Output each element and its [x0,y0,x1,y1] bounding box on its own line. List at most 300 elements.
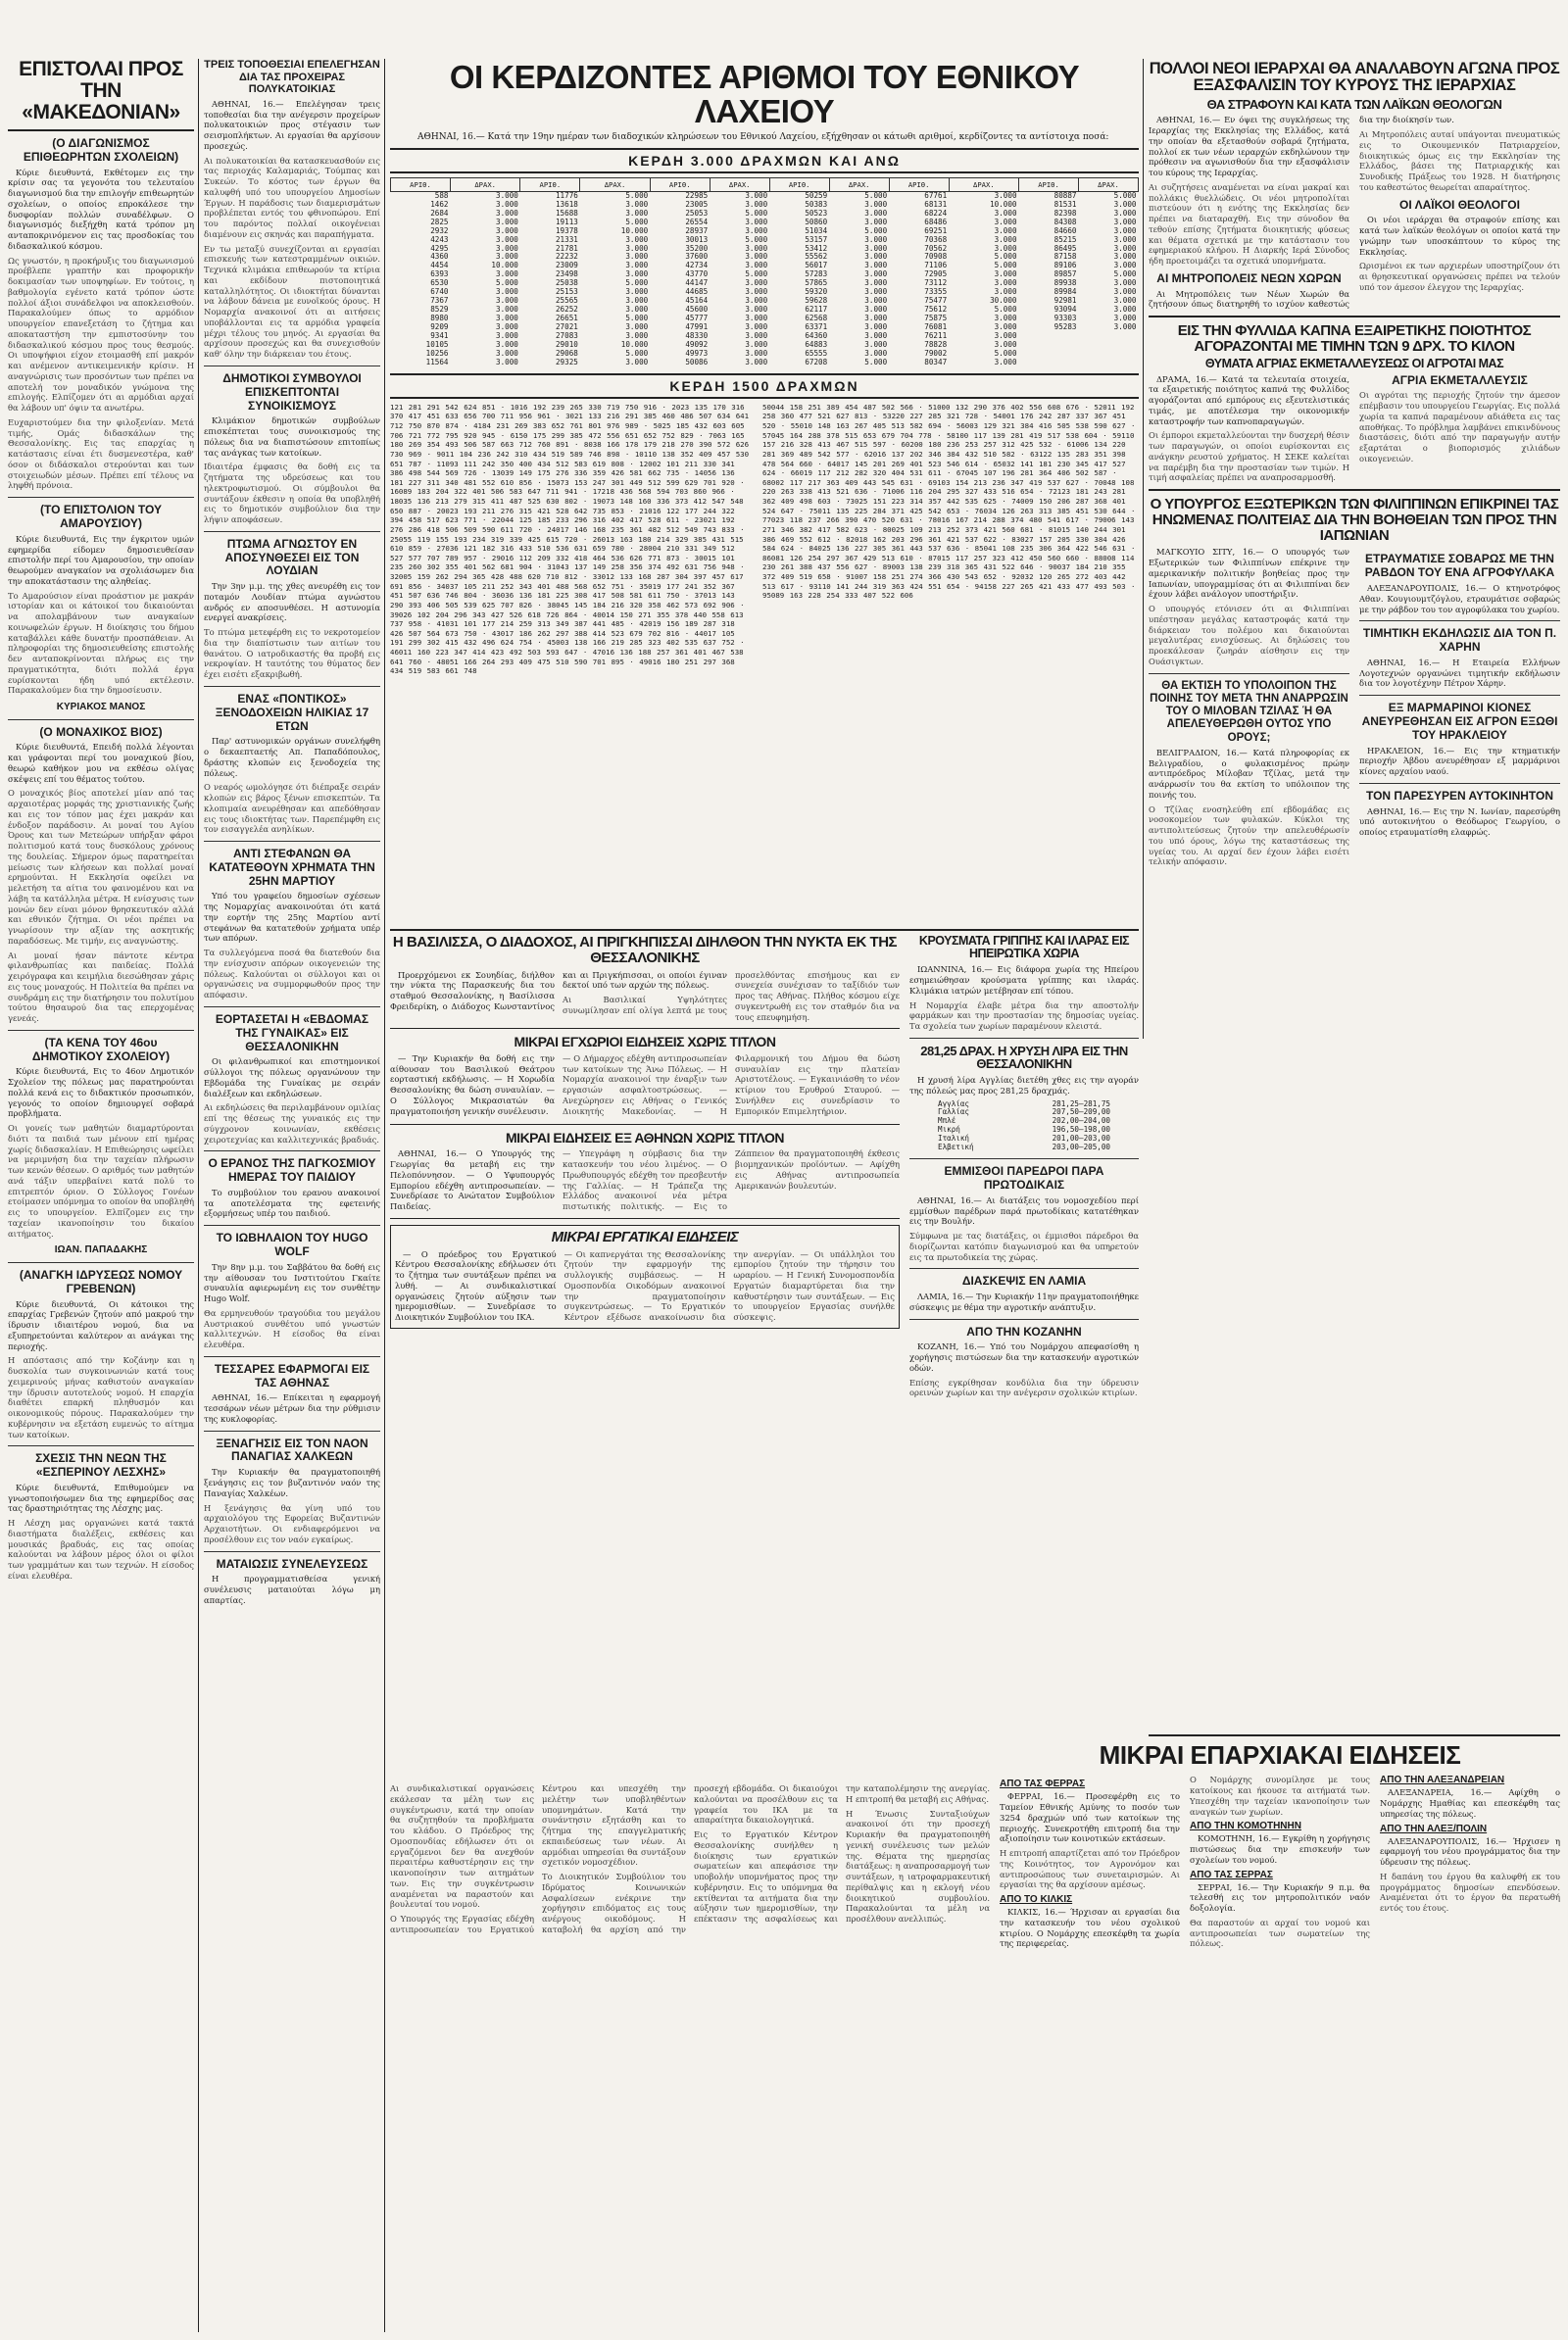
hierarchy-subheadline: ΘΑ ΣΤΡΑΦΟΥΝ ΚΑΙ ΚΑΤΑ ΤΩΝ ΛΑΪΚΩΝ ΘΕΟΛΟΓΩΝ [1206,96,1502,112]
prize-amount: 3.000 [1113,252,1137,262]
news-text: Η Νομαρχία έλαβε μέτρα δια την αποστολήν φαρμάκων και την προστασίαν της δημοσίας υγείας. Τα σχολεία των χωρίων παραμένουν κλειστά. [909,999,1139,1031]
labor-news-headline: ΜΙΚΡΑΙ ΕΡΓΑΤΙΚΑΙ ΕΙΔΗΣΕΙΣ [551,1228,739,1245]
prize-amount: 3.000 [496,243,518,253]
prize-amount: 10.000 [990,199,1017,209]
news-headline: ΤΡΕΙΣ ΤΟΠΟΘΕΣΙΑΙ ΕΠΕΛΕΓΗΣΑΝ ΔΙΑ ΤΑΣ ΠΡΟΧΕΙΡΑΣ ΠΟΛΥΚΑΤΟΙΚΙΑΣ [204,59,380,96]
prize-amount: 3.000 [1113,243,1137,253]
ticket-number: 80347 [924,357,948,366]
prize-amount: 3.000 [625,331,649,341]
table-row [391,359,1139,367]
prize-amount: 3.000 [496,225,518,235]
lottery-band-1500: ΚΕΡΔΗ 1500 ΔΡΑΧΜΩΝ [390,373,1139,399]
prize-amount: 3.000 [625,305,649,315]
news-text: Ωρισμένοι εκ των αρχιερέων υποστηρίζουν ότι αι θρησκευτικαί οργανώσεις πρέπει να τελούν υπό τον άμεσον έλεγχον της Ιεραρχίας. [1359,261,1560,292]
ticket-number: 6393 [430,269,449,279]
prize-amount: 3.000 [496,340,518,349]
col-num-header: ΑΡΙΘ. [520,177,580,191]
ticket-number: 75612 [924,305,948,315]
prize-amount: 3.000 [496,190,518,200]
divider [1359,695,1560,696]
middle-bottom-area [390,1783,990,2332]
prize-amount: 3.000 [864,331,888,341]
prize-amount: 3.000 [625,357,649,366]
prize-amount: 5.000 [994,348,1017,358]
region-subhead: ΑΠΟ ΤΗΝ ΑΛΕΞ/ΠΟΛΙΝ [1380,1823,1488,1834]
prize-amount: 3.000 [496,314,518,323]
prize-amount: 3.000 [496,269,518,279]
news-body: ΑΛΕΞΑΝΔΡΟΥΠΟΛΙΣ, 16.— Ο κτηνοτρόφος Αθαν. Κουγιουμτζόγλου, ετραυμάτισε σοβαρώς με την ράβδον του τον αγροφύλακα του χωρίου. [1359,583,1560,614]
ticket-number: 27021 [555,322,578,332]
ticket-number: 62117 [805,305,828,315]
news-text: Αι πολυκατοικίαι θα κατασκευασθούν εις τας περιοχάς Καλαμαριάς, Τούμπας και Συκεών. Το κόστος των έργων θα καλυφθή υπό του υπουργείου Δημοσίων Έργων. Η παράδοσις των διαμερισμάτων προβλέπεται εντός του φθινοπώρου. Επί του παρόντος πολλαί οικογένειαι διαμένουν εις σκηνάς και παραπήγματα. [204,155,380,239]
prize-amount: 3.000 [864,305,888,315]
prize-amount: 3.000 [994,243,1017,253]
prize-amount: 10.000 [491,261,518,270]
prize-amount: 3.000 [1113,234,1137,244]
currency-name: Αγγλίας [938,1098,970,1108]
ticket-number: 4454 [430,261,449,270]
section-rule [1149,489,1560,491]
col-dr-header: ΔΡΑΧ. [829,177,889,191]
news-body: ΗΡΑΚΛΕΙΟΝ, 16.— Εις την κτηματικήν περιοχήν Άβδου ανευρέθησαν εξ μαρμάρινοι κίονες αρχαίου ναού. [1359,745,1560,777]
prize-amount: 3.000 [496,296,518,306]
news-text: Αι συζητήσεις αναμένεται να είναι μακραί και πολλάκις θυελλώδεις. Οι νέοι μητροπολίται πιστεύουν ότι η ενότης της Εκκλησίας δεν πρέπει να διαταραχθή. Εις την σύνοδον θα τεθούν επίσης ζητήματα διοικητικής φύσεως και θέματα σχετικά με την κατάστασιν του εφημεριακού κλήρου. Η Διαρκής Ιερά Σύνοδος ήδη προετοιμάζει τα σχετικά υπομνήματα. [1149,181,1349,267]
ticket-number: 56017 [805,261,828,270]
ticket-number: 9209 [430,322,449,332]
prize-amount: 3.000 [745,261,768,270]
news-body: ΙΩΑΝΝΙΝΑ, 16.— Εις διάφορα χωρία της Ηπείρου εσημειώθησαν κρούσματα γρίππης και ιλαράς. Κλιμάκια ιατρών μετέβησαν επί τόπου. [909,964,1139,996]
letter-body: Κύριε διευθυντά, Εκθέτομεν εις την κρίσιν σας τα γεγονότα του τελευταίου διαγωνισμού δια την επιλογήν επιθεωρητών σχολείων, ο οποίος επροκάλεσε την δυσφορίαν πολλών συναδέλφων. Ο διαγωνισμός διεξήχθη κατά τρόπον μη ανταποκρινόμενον εις τας προσδοκίας του διδασκαλικού κόσμου. [8,167,194,251]
ticket-number: 25565 [555,296,578,306]
prize-amount: 5.000 [994,305,1017,315]
prize-amount: 5.000 [864,190,888,200]
letter-subhead: (ΤΟ ΕΠΙΣΤΟΛΙΟΝ ΤΟΥ ΑΜΑΡΟΥΣΙΟΥ) [40,503,162,531]
ticket-number: 26554 [685,217,709,226]
ticket-number: 84660 [1054,225,1077,235]
prize-amount: 3.000 [864,287,888,297]
ticket-number: 93303 [1054,314,1077,323]
news-headline: ΤΙΜΗΤΙΚΗ ΕΚΔΗΛΩΣΙΣ ΔΙΑ ΤΟΝ Π. ΧΑΡΗΝ [1362,626,1557,655]
ticket-number: 8980 [430,314,449,323]
letter-body: Κύριε διευθυντά, Εις την έγκριτον υμών εφημερίδα είδομεν δημοσιευθείσαν επιστολήν περί του Αμαρουσίου, την οποίαν θεωρούμεν αναγκαίον να σχολιάσωμεν δια την αποκατάστασιν της αληθείας. [8,533,194,586]
news-text: Ο υπουργός ετόνισεν ότι αι Φιλιππίναι υπέστησαν μεγάλας καταστροφάς κατά την διάρκειαν του πολέμου και δικαιούνται μεγαλυτέρας ενισχύσεως. Αι δηλώσεις του προεκάλεσαν ζωηράν αίσθησιν εις την Ουάσιγκτων. [1149,604,1349,666]
ticket-number: 57283 [805,269,828,279]
prize-amount: 3.000 [864,217,888,226]
prize-amount: 3.000 [745,357,768,366]
divider [204,1551,380,1552]
news-body: — Την Κυριακήν θα δοθή εις την αίθουσαν του Βασιλικού Θεάτρου εορταστική εκδήλωσις. — Η Χορωδία Θεσσαλονίκης θα δώση συναυλίαν. — Ο Σύλλογος Μικρασιατών θα πραγματοποιήση γενικήν συνέλευσιν. [390,1052,555,1116]
divider [204,1356,380,1357]
tobacco-subheadline: ΘΥΜΑΤΑ ΑΓΡΙΑΣ ΕΚΜΕΤΑΛΛΕΥΣΕΩΣ ΟΙ ΑΓΡΟΤΑΙ ΜΑΣ [1204,356,1504,370]
ticket-number: 50860 [805,217,828,226]
prize-amount: 5.000 [745,208,768,218]
prize-amount: 3.000 [745,296,768,306]
prize-amount: 3.000 [1113,296,1137,306]
ticket-number: 68131 [924,199,948,209]
ticket-number: 89938 [1054,278,1077,288]
news-headline: ΔΙΑΣΚΕΨΙΣ ΕΝ ΛΑΜΙΑ [961,1274,1087,1289]
ticket-number: 78828 [924,340,948,349]
ticket-number: 82398 [1054,208,1077,218]
royal-headline: Η ΒΑΣΙΛΙΣΣΑ, Ο ΔΙΑΔΟΧΟΣ, ΑΙ ΠΡΙΓΚΗΠΙΣΣΑΙ ΔΙΗΛΘΟΝ ΤΗΝ ΝΥΚΤΑ ΕΚ ΤΗΣ ΘΕΣΣΑΛΟΝΙΚΗΣ [392,935,898,966]
news-headline: ΕΞ ΜΑΡΜΑΡΙΝΟΙ ΚΙΟΝΕΣ ΑΝΕΥΡΕΘΗΣΑΝ ΕΙΣ ΑΓΡΟΝ ΕΞΩΘΙ ΤΟΥ ΗΡΑΚΛΕΙΟΥ [1361,701,1558,742]
news-body: ΜΑΓΚΟΥΙΟ ΣΙΤΥ, 16.— Ο υπουργός των Εξωτερικών των Φιλιππίνων επέκρινε την αμερικανικήν πολιτικήν βοηθείας προς την Ιαπωνίαν, υπογραμμίσας ότι αι Φιλιππίναι δεν έχουν λάβει ανάλογον υποστήριξιν. [1149,547,1349,600]
ticket-number: 44685 [685,287,709,297]
divider [8,1445,194,1446]
gold-sovereign-headline: 281,25 ΔΡΑΧ. Η ΧΡΥΣΗ ΛΙΡΑ ΕΙΣ ΤΗΝ ΘΕΣΣΑΛΟΝΙΚΗΝ [920,1043,1128,1072]
ticket-number: 87158 [1054,252,1077,262]
prize-amount: 3.000 [864,278,888,288]
column-rule [384,59,385,2332]
news-text: Θα ερμηνευθούν τραγούδια του μεγάλου Αυστριακού συνθέτου υπό γνωστών καλλιτεχνών. Η είσοδος θα είναι ελευθέρα. [204,1307,380,1350]
ticket-number: 81531 [1054,199,1077,209]
prize-amount: 5.000 [994,261,1017,270]
prize-amount: 3.000 [496,287,518,297]
ticket-number: 63371 [805,322,828,332]
prize-amount: 3.000 [864,234,888,244]
ticket-number: 73355 [924,287,948,297]
prize-amount: 3.000 [864,243,888,253]
philippines-headline: Ο ΥΠΟΥΡΓΟΣ ΕΞΩΤΕΡΙΚΩΝ ΤΩΝ ΦΙΛΙΠΠΙΝΩΝ ΕΠΙΚΡΙΝΕΙ ΤΑΣ ΗΝΩΜΕΝΑΣ ΠΟΛΙΤΕΙΑΣ ΔΙΑ ΤΗΝ ΒΟΗΘΕΙΑΝ ΤΩΝ ΠΡΟΣ ΤΗΝ ΙΑΠΩΝΙΑΝ [1150,496,1559,544]
prize-amount: 3.000 [496,348,518,358]
news-text: Οι αγρόται της περιοχής ζητούν την άμεσον επέμβασιν του υπουργείου Γεωργίας. Εις πολλά χωρία τα καπνά παραμένουν αδιάθετα εις τας αποθήκας. Το πρόβλημα λαμβάνει επικινδύνους διαστάσεις, διότι από την παραγωγήν αυτήν εξαρτάται ο βιοπορισμός χιλιάδων οικογενειών. [1359,390,1560,463]
ticket-number: 55562 [805,252,828,262]
ticket-number: 53412 [805,243,828,253]
prize-amount: 5.000 [625,348,649,358]
winning-numbers-list: 50044 158 251 389 454 487 502 566 · 51000 132 290 376 402 556 608 676 · 52011 192 258 360 477 521 627 813 · 53220 227 285 321 728 · 54001 176 242 287 337 367 451 520 · 55010 148 163 267 405 513 582 694 · 56003 129 321 384 416 505 538 590 627 · 57045 164 288 378 515 653 679 704 778 · 58100 117 139 281 419 517 538 604 · 59110 157 216 328 413 467 515 597 · 60200 180 236 253 257 312 425 532 · 61006 134 220 281 369 489 542 577 · 62016 137 202 346 384 432 510 582 · 63122 135 283 351 398 478 564 660 · 64017 145 201 269 401 523 546 614 · 65032 141 181 230 345 417 527 624 · 66019 117 212 282 320 404 531 611 · 67045 107 196 281 364 406 502 587 · 68002 117 217 363 409 443 545 631 · 69103 154 213 236 347 419 537 627 · 70048 108 220 263 338 413 521 636 · 71006 116 204 295 327 433 516 654 · 72123 181 243 281 362 409 498 603 · 73025 151 223 314 357 442 535 625 · 74009 150 206 287 368 401 524 647 · 75011 135 225 284 371 425 542 653 · 76034 126 263 313 385 451 530 644 · 77023 118 237 266 390 470 520 631 · 78016 167 214 288 374 480 541 617 · 79006 143 271 346 382 417 582 623 · 80025 109 213 252 373 421 560 681 · 81015 140 244 301 386 469 552 612 · 82018 162 203 296 361 421 537 622 · 83027 157 205 330 384 426 584 624 · 84025 136 227 305 361 443 537 636 · 85041 108 235 306 364 422 546 631 · 86081 126 254 297 367 429 513 610 · 87015 117 257 323 412 450 560 660 · 88008 114 230 261 388 437 556 627 · 89003 138 239 318 365 431 522 646 · 90037 184 210 355 372 409 519 658 · 91007 158 251 274 366 430 543 652 · 92032 120 265 272 403 442 513 617 · 93110 141 244 319 363 424 551 654 · 94158 227 265 421 433 477 493 503 · 95089 163 228 254 333 407 522 606 [762,402,1136,601]
ticket-number: 25053 [685,208,709,218]
ticket-number: 26651 [555,314,578,323]
col-num-header: ΑΡΙΘ. [889,177,949,191]
news-body: Την 3ην μ.μ. της χθες ανευρέθη εις τον ποταμόν Λουδίαν πτώμα αγνώστου ανδρός εν αποσυνθέσει. Η αστυνομία ενεργεί ανακρίσεις. [204,581,380,623]
ticket-number: 11776 [555,190,578,200]
ticket-number: 75875 [924,314,948,323]
prize-amount: 3.000 [1113,261,1137,270]
divider [8,719,194,720]
prize-amount: 3.000 [745,199,768,209]
news-text: Ο Υπουργός της Εργασίας εδέχθη αντιπροσωπείαν του Εργατικού Κέντρου και υπεσχέθη την μελέτην των υποβληθέντων υπομνημάτων. Κατά την συνάντησιν εξητάσθη και το ζήτημα της επαγγελματικής εκπαιδεύσεως των νέων. Αι αρμόδιαι υπηρεσίαι θα συντάξουν σχετικόν νομοσχέδιον. [390,1783,686,1934]
ticket-number: 93094 [1054,305,1077,315]
letter-subhead: (Ο ΔΙΑΓΩΝΙΣΜΟΣ ΕΠΙΘΕΩΡΗΤΩΝ ΣΧΟΛΕΙΩΝ) [23,136,179,164]
local-news-headline: ΜΙΚΡΑΙ ΕΓΧΩΡΙΟΙ ΕΙΔΗΣΕΙΣ ΧΩΡΙΣ ΤΙΤΛΟΝ [514,1034,776,1050]
letter-subhead: ΣΧΕΣΙΣ ΤΗΝ ΝΕΩΝ ΤΗΣ «ΕΣΠΕΡΙΝΟΥ ΛΕΣΧΗΣ» [35,1451,167,1480]
prize-amount: 5.000 [745,234,768,244]
ticket-number: 53157 [805,234,828,244]
prize-amount: 10.000 [620,340,649,349]
prize-amount: 3.000 [745,252,768,262]
prize-amount: 3.000 [994,234,1017,244]
divider [8,497,194,498]
ticket-number: 48330 [685,331,709,341]
ticket-number: 13618 [555,199,578,209]
ticket-number: 29010 [555,340,578,349]
ticket-number: 2825 [430,217,449,226]
news-headline: ΠΤΩΜΑ ΑΓΝΩΣΤΟΥ ΕΝ ΑΠΟΣΥΝΘΕΣΕΙ ΕΙΣ ΤΟΝ ΛΟΥΔΙΑΝ [224,536,360,578]
news-body: Υπό του γραφείου δημοσίων σχέσεων της Νομαρχίας ανακοινούται ότι κατά την εορτήν της 25ης Μαρτίου αντί στεφάνων θα κατατεθούν χρήματα υπέρ των απόρων. [204,891,380,944]
letter-text: Η απόστασις από την Κοζάνην και η δυσκολία των συγκοινωνιών κατά τους χειμερινούς μήνας καθιστούν αναγκαίαν την ίδρυσιν αυτοτελούς νομού. Η επαρχία διαθέτει επαρκή πληθυσμόν και οικονομικούς πόρους. Παρακαλούμεν την κυβέρνησιν να εξετάση ευμενώς το αίτημα των κατοίκων. [8,1355,194,1439]
ticket-number: 1462 [430,199,449,209]
news-text: Ο Νομάρχης συνομίλησε με τους κατοίκους και ήκουσε τα αιτήματά των. Υπεσχέθη την ταχείαν ικανοποίησιν των αναγκών των χωρίων. [1190,1775,1370,1817]
short-news-column [204,59,380,2332]
col-num-header: ΑΡΙΘ. [1019,177,1079,191]
news-body: Παρ' αστυνομικών οργάνων συνελήφθη ο δεκαεπταετής Απ. Παπαδόπουλος, δράστης κλοπών εις ξενοδοχεία της πόλεως. [204,736,380,778]
ticket-number: 65555 [805,348,828,358]
news-headline: ΕΝΑΣ «ΠΟΝΤΙΚΟΣ» ΞΕΝΟΔΟΧΕΙΩΝ ΗΛΙΚΙΑΣ 17 ΕΤΩΝ [215,691,369,733]
prize-amount: 3.000 [625,243,649,253]
ticket-number: 89984 [1054,287,1077,297]
provincial-headline: ΜΙΚΡΑΙ ΕΠΑΡΧΙΑΚΑΙ ΕΙΔΗΣΕΙΣ [1099,1742,1461,1770]
news-body: ΑΘΗΝΑΙ, 16.— Επίκειται η εφαρμογή τεσσάρων νέων μέτρων δια την ρύθμισιν της κυκλοφορίας. [204,1392,380,1424]
prize-amount: 3.000 [1113,225,1137,235]
news-subhead: ΑΓΡΙΑ ΕΚΜΕΤΑΛΛΕΥΣΙΣ [1392,372,1528,387]
letter-text: Αι μοναί ήσαν πάντοτε κέντρα φιλανθρωπίας και παιδείας. Πολλά χειρόγραφα και κειμήλια διεσώθησαν χάρις εις τους μοναχούς. Η Πολιτεία θα πρέπει να συνδράμη εις την διατήρησιν του πολυτίμου τούτου θησαυρού δια τας επερχομένας γενεάς. [8,950,194,1024]
prize-amount: 3.000 [994,322,1017,332]
news-text: Η Ένωσις Συνταξιούχων ανακοινοί ότι την προσεχή Κυριακήν θα πραγματοποιηθή γενική συνέλευσις των μελών της. Θέματα της ημερησίας διατάξεως: η αναπροσαρμογή των συντάξεων, η ιατροφαρμακευτική περίθαλψις και η εκλογή νέου διοικητικού συμβουλίου. Παρακαλούνται τα μέλη να προσέλθουν ανελλιπώς. [846,1808,990,1924]
news-body: — Ο πρόεδρος του Εργατικού Κέντρου Θεσσαλονίκης εδήλωσεν ότι το ζήτημα των συντάξεων πρέπει να λυθή. — Αι συνδικαλιστικαί οργανώσεις ζητούν αύξησιν των ημερομισθίων. — Συνεδρίασε το Διοικητικόν Συμβούλιον του ΙΚΑ. [395,1248,557,1323]
letter-body: Κύριε διευθυντά, Εις το 46ον Δημοτικόν Σχολείον της πόλεως μας παρατηρούνται πολλά κενά εις το διδακτικόν προσωπικόν, γεγονός το οποίον δημιουργεί σοβαρά προβλήματα. [8,1066,194,1119]
middle-news-section [390,935,1139,1778]
ticket-number: 28937 [685,225,709,235]
tobacco-headline: ΕΙΣ ΤΗΝ ΦΥΛΛΙΔΑ ΚΑΠΝΑ ΕΞΑΙΡΕΤΙΚΗΣ ΠΟΙΟΤΗΤΟΣ ΑΓΟΡΑΖΟΝΤΑΙ ΜΕ ΤΙΜΗΝ ΤΩΝ 9 ΔΡΧ. ΤΟ ΚΙΛΟΝ [1177,322,1532,355]
ticket-number: 51034 [805,225,828,235]
news-body: ΑΘΗΝΑΙ, 16.— Αι διατάξεις του νομοσχεδίου περί εμμίσθων παρέδρων παρά πρωτοδίκαις κατατέθηκαν εις την Βουλήν. [909,1194,1139,1227]
ticket-number: 21781 [555,243,578,253]
prize-amount: 5.000 [625,314,649,323]
ticket-number: 35200 [685,243,709,253]
prize-amount: 3.000 [745,287,768,297]
ticket-number: 50523 [805,208,828,218]
prize-amount: 5.000 [625,217,649,226]
ticket-number: 4360 [430,252,449,262]
col-dr-header: ΔΡΑΧ. [949,177,1018,191]
news-body: Η χρυσή λίρα Αγγλίας διετέθη χθες εις την αγοράν της πόλεώς μας προς 281,25 δραχμάς. [909,1075,1139,1096]
col-num-header: ΑΡΙΘ. [650,177,710,191]
ticket-number: 19113 [555,217,578,226]
news-body: ΑΘΗΝΑΙ, 16.— Εις την Ν. Ιωνίαν, παρεσύρθη υπό αυτοκινήτου ο Θεόδωρος Γεωργίου, ο οποίος ετραυματίσθη ελαφρώς. [1359,805,1560,838]
news-headline: ΔΗΜΟΤΙΚΟΙ ΣΥΜΒΟΥΛΟΙ ΕΠΙΣΚΕΠΤΟΝΤΑΙ ΣΥΝΟΙΚΙΣΜΟΥΣ [222,370,362,413]
ticket-number [1019,332,1079,341]
prize-amount: 3.000 [994,190,1017,200]
ticket-number: 10105 [425,340,449,349]
currency-rate: 196,50—198,00 [1052,1125,1110,1135]
ticket-number: 64883 [805,340,828,349]
athens-news-headline: ΜΙΚΡΑΙ ΕΙΔΗΣΕΙΣ ΕΞ ΑΘΗΝΩΝ ΧΩΡΙΣ ΤΙΤΛΟΝ [506,1129,784,1146]
currency-rate: 281,25—281,75 [1052,1098,1110,1108]
divider [204,531,380,532]
region-subhead: ΑΠΟ ΤΑΣ ΦΕΡΡΑΣ [1000,1779,1086,1790]
prize-amount: 3.000 [864,296,888,306]
news-text: — Ο Δήμαρχος εδέχθη αντιπροσωπείαν των κατοίκων της Άνω Πόλεως. — Η Νομαρχία ανακοινοί την έναρξιν των εργασιών ασφαλτοστρώσεως. — Ανεχώρησεν εις Αθήνας ο Γενικός Διοικητής Μακεδονίας. — Η Φιλαρμονική του Δήμου θα δώση συναυλίαν εις την πλατείαν Αριστοτέλους. — Εγκαινιάσθη το νέον κτίριον του Ερυθρού Σταυρού. — Συνήλθεν εις συνεδρίασιν το Εμπορικόν Επιμελητήριον. [563,1052,900,1116]
prize-amount: 3.000 [745,348,768,358]
news-body: Αι Μητροπόλεις των Νέων Χωρών θα ζητήσουν όπως διατηρηθή το ισχύον καθεστώς δια την διοίκησίν των. [1149,115,1454,310]
ticket-number: 29068 [555,348,578,358]
prize-amount: 3.000 [1113,322,1137,332]
ticket-number [1019,341,1079,350]
section-rule [390,1124,900,1125]
ticket-number [1019,359,1079,367]
ticket-number: 22232 [555,252,578,262]
section-rule [390,929,1139,931]
region-subhead: ΑΠΟ ΤΗΝ ΚΟΜΟΤΗΝΗΝ [1190,1821,1301,1832]
col-dr-header: ΔΡΑΧ. [450,177,519,191]
currency-row [936,1144,1112,1152]
news-text: — Υπεγράφη η σύμβασις δια την κατασκευήν του νέου λιμένος. — Ο Πρωθυπουργός εδέχθη τον πρεσβευτήν της Γαλλίας. — Η Τράπεζα της Ελλάδος ανακοινοί νέα μέτρα πιστωτικής πολιτικής. — Εις το Ζάππειον θα πραγματοποιηθή έκθεσις βιομηχανικών προϊόντων. — Αφίχθη εις Αθήνας αντιπροσωπεία Αμερικανών βουλευτών. [563,1148,900,1212]
news-headline: ΑΝΤΙ ΣΤΕΦΑΝΩΝ ΘΑ ΚΑΤΑΤΕΘΟΥΝ ΧΡΗΜΑΤΑ ΤΗΝ 25ΗΝ ΜΑΡΤΙΟΥ [209,847,375,888]
prize-amount: 3.000 [745,190,768,200]
prize-amount: 3.000 [625,322,649,332]
letter-text: Οι γονείς των μαθητών διαμαρτύρονται διότι τα παιδιά των μένουν επί ημέρας χωρίς διδασκαλίαν. Η Επιθεώρησις ωφείλει να μεριμνήση δια την ταχείαν πλήρωσιν των κενών θέσεων. Ο αριθμός των μαθητών ανά τάξιν υπερβαίνει κατά πολύ το επιτρεπτόν όριον. Ο Σύλλογος Γονέων ετοίμασεν υπόμνημα το οποίον θα υποβληθή εις το υπουργείον. Ελπίζομεν εις την ταχείαν ικανοποίησιν του δικαίου αιτήματος. [8,1123,194,1239]
news-text: Αι Μητροπόλεις αυταί υπάγονται πνευματικώς εις το Οικουμενικόν Πατριαρχείον, διοικητικώς όμως εις την Εκκλησίαν της Ελλάδος, βάσει της Πατριαρχικής και Συνοδικής Πράξεως του 1928. Η διατήρησις του καθεστώτος θεωρείται απαραίτητος. [1359,129,1560,192]
prize-amount: 3.000 [864,199,888,209]
ticket-number: 50383 [805,199,828,209]
prize-amount: 3.000 [745,340,768,349]
lottery-table [390,177,1139,367]
prize-amount: 3.000 [864,269,888,279]
lottery-headline: ΟΙ ΚΕΡΔΙΖΟΝΤΕΣ ΑΡΙΘΜΟΙ ΤΟΥ ΕΘΝΙΚΟΥ ΛΑΧΕΙΟΥ [449,61,1080,129]
news-body: ΑΘΗΝΑΙ, 16.— Επελέγησαν τρεις τοποθεσίαι δια την ανέγερσιν προχείρων πολυκατοικιών προς στέγασιν των σεισμοπλήκτων. Αι εργασίαι θα αρχίσουν προσεχώς. [204,98,380,151]
ticket-number: 10256 [425,348,449,358]
ticket-number: 30013 [685,234,709,244]
prize-amount: 3.000 [994,269,1017,279]
prize-amount: 3.000 [496,234,518,244]
col-num-header: ΑΡΙΘ. [391,177,451,191]
prize-amount: 3.000 [496,199,518,209]
letter-body: Κύριε διευθυντά, Επειδή πολλά λέγονται και γράφονται περί του μοναχικού βίου, θεωρώ καθήκον μου να εκθέσω ολίγας σκέψεις επί του θέματος τούτου. [8,742,194,784]
prize-amount: 3.000 [864,348,888,358]
prize-amount: 3.000 [625,199,649,209]
ticket-number: 70562 [924,243,948,253]
news-body: Το συμβούλιον του ερανου ανακοινοί τα αποτελέσματα της εφετεινής εξορμήσεως υπέρ του παιδιού. [204,1187,380,1219]
prize-amount: 3.000 [496,305,518,315]
ticket-number: 23005 [685,199,709,209]
news-text: Ο Τζίλας ενοσηλεύθη επί εβδομάδας εις νοσοκομείον των φυλακών. Κύκλοι της αντιπολιτεύσεως ζητούν την απελευθέρωσίν του υπό όρους, λόγω της καταστάσεως της υγείας του. Αι αρχαί δεν έχουν λάβει εισέτι τελικήν απόφασιν. [1149,804,1349,867]
news-text: Η ξενάγησις θα γίνη υπό του αρχαιολόγου της Εφορείας Βυζαντινών Αρχαιοτήτων. Οι ενδιαφερόμενοι να προσέλθουν εις τον ναόν εγκαίρως. [204,1502,380,1544]
prize-amount: 3.000 [496,331,518,341]
news-text: Σύμφωνα με τας διατάξεις, οι έμμισθοι πάρεδροι θα διορίζωνται κατόπιν διαγωνισμού και θα υπηρετούν εις τα πρωτοδικεία της χώρας. [909,1231,1139,1262]
prize-amount: 3.000 [625,269,649,279]
prize-amount: 3.000 [745,331,768,341]
news-body: ΔΡΑΜΑ, 16.— Κατά τα τελευταία στοιχεία, τα εξαιρετικής ποιότητος καπνά της Φυλλίδος αγοράζονται από εμπόρους εις εξευτελιστικάς τιμάς, με αποτέλεσμα την οικονομικήν καταστροφήν των καπνοπαραγωγών. [1149,373,1349,426]
column-rule [1143,59,1144,1039]
ticket-number: 45164 [685,296,709,306]
section-rule [390,1028,900,1029]
news-body: ΛΑΜΙΑ, 16.— Την Κυριακήν 11ην πραγματοποιήθηκε σύσκεψις με θέμα την αγροτικήν ανάπτυξιν. [909,1292,1139,1312]
news-body: Την Κυριακήν θα πραγματοποιηθή ξενάγησις εις τον βυζαντινόν ναόν της Παναγίας Χαλκέων. [204,1467,380,1498]
ticket-number: 21331 [555,234,578,244]
col-dr-header: ΔΡΑΧ. [710,177,769,191]
news-text: Η δαπάνη του έργου θα καλυφθή εκ του προγράμματος δημοσίων επενδύσεων. Αναμένεται ότι το έργον θα περατωθή εντός του έτους. [1380,1871,1560,1914]
ticket-number: 50259 [805,190,828,200]
ticket-number: 49973 [685,348,709,358]
prize-amount: 3.000 [745,243,768,253]
news-text: Επίσης εγκρίθησαν κονδύλια δια την ύδρευσιν ορεινών χωρίων και την ανέγερσιν σχολικών κτιρίων. [909,1377,1139,1398]
currency-rate: 201,00—203,00 [1052,1134,1110,1144]
ticket-number: 22985 [685,190,709,200]
ticket-number: 89857 [1054,269,1077,279]
divider [8,1030,194,1031]
news-body: ΑΘΗΝΑΙ, 16.— Η Εταιρεία Ελλήνων Λογοτεχνών οργανώνει τιμητικήν εκδήλωσιν δια τον λογοτέχνην Πέτρον Χάρην. [1359,657,1560,689]
prize-amount: 3.000 [864,340,888,349]
ticket-number: 72905 [924,269,948,279]
news-headline: ΘΑ ΕΚΤΙΣΗ ΤΟ ΥΠΟΛΟΙΠΟΝ ΤΗΣ ΠΟΙΝΗΣ ΤΟΥ ΜΕΤΑ ΤΗΝ ΑΝΑΡΡΩΣΙΝ ΤΟΥ Ο ΜΙΛΟΒΑΝ ΤΖΙΛΑΣ Ή ΘΑ ΑΠΕΛΕΥΘΕΡΩΘΗ ΟΥΤΟΣ ΥΠΟ ΟΡΟΥΣ; [1150,679,1348,744]
divider [1149,673,1349,674]
letter-signature: ΚΥΡΙΑΚΟΣ ΜΑΝΟΣ [56,702,146,713]
region-subhead: ΑΠΟ ΤΗΝ ΑΛΕΞΑΝΔΡΕΙΑΝ [1380,1775,1505,1786]
currency-name: Μικρή [938,1125,960,1135]
prize-amount: 3.000 [1113,217,1137,226]
region-subhead: ΑΠΟ ΤΟ ΚΙΛΚΙΣ [1000,1894,1073,1906]
prize-amount: 5.000 [864,357,888,366]
news-headline: ΞΕΝΑΓΗΣΙΣ ΕΙΣ ΤΟΝ ΝΑΟΝ ΠΑΝΑΓΙΑΣ ΧΑΛΚΕΩΝ [216,1436,368,1464]
prize-amount: 3.000 [994,278,1017,288]
col-num-header: ΑΡΙΘ. [769,177,829,191]
ticket-number: 86495 [1054,243,1077,253]
divider [909,1038,1139,1039]
news-body: ΑΛΕΞΑΝΔΡΕΙΑ, 16.— Αφίχθη ο Νομάρχης Ημαθίας και επεσκέφθη τας υπηρεσίας της πόλεως. [1380,1787,1560,1819]
prize-amount: 3.000 [745,322,768,332]
news-headline: ΤΕΣΣΑΡΕΣ ΕΦΑΡΜΟΓΑΙ ΕΙΣ ΤΑΣ ΑΘΗΝΑΣ [214,1361,370,1389]
news-headline: ΜΑΤΑΙΩΣΙΣ ΣΥΝΕΛΕΥΣΕΩΣ [216,1556,368,1571]
news-headline: ΑΠΟ ΤΗΝ ΚΟΖΑΝΗΝ [966,1324,1082,1339]
prize-amount: 3.000 [994,357,1017,366]
ticket-number: 89106 [1054,261,1077,270]
ticket-number: 42734 [685,261,709,270]
divider [1359,783,1560,784]
col-dr-header: ΔΡΑΧ. [580,177,650,191]
ticket-number: 588 [434,190,449,200]
prize-amount: 5.000 [994,252,1017,262]
prize-amount: 3.000 [1113,305,1137,315]
currency-name: Ελβετική [938,1143,974,1152]
ticket-number: 23009 [555,261,578,270]
prize-amount: 3.000 [496,322,518,332]
ticket-number: 44147 [685,278,709,288]
lottery-section [390,61,1139,923]
ticket-number: 6740 [430,287,449,297]
prize-amount: 3.000 [994,225,1017,235]
news-text: Αι εκδηλώσεις θα περιλαμβάνουν ομιλίας επί της θέσεως της γυναικός εις την σύγχρονον κοινωνίαν, εκθέσεις χειροτεχνίας και καλλιτεχνικάς βραδυάς. [204,1102,380,1145]
prize-amount: 5.000 [864,225,888,235]
prize-amount: 3.000 [864,314,888,323]
ticket-number: 29325 [555,357,578,366]
news-headline: ΕΤΡΑΥΜΑΤΙΣΕ ΣΟΒΑΡΩΣ ΜΕ ΤΗΝ ΡΑΒΔΟΝ ΤΟΥ ΕΝΑ ΑΓΡΟΦΥΛΑΚΑ [1364,552,1555,580]
section-rule [390,1218,900,1219]
prize-amount: 5.000 [1113,190,1137,200]
news-text: Εις το Εργατικόν Κέντρον Θεσσαλονίκης συνήλθεν η διοίκησις των εργατικών σωματείων και απεφάσισε την υποβολήν υπομνήματος προς την κυβέρνησιν. Εις το υπόμνημα θα εκτίθενται τα αιτήματα δια την αύξησιν των ημερομισθίων, την επέκτασιν της ασφαλίσεως και την καταπολέμησιν της ανεργίας. Η επιτροπή θα μεταβή εις Αθήνας. [694,1783,990,1924]
prize-amount: 30.000 [990,296,1017,306]
divider [204,1225,380,1226]
letter-subhead: (ΑΝΑΓΚΗ ΙΔΡΥΣΕΩΣ ΝΟΜΟΥ ΓΡΕΒΕΝΩΝ) [19,1267,183,1295]
letters-column [8,59,194,2332]
prize-amount [1079,350,1139,359]
letter-text: Ευχαριστούμεν δια την φιλοξενίαν. Μετά τιμής, Ομάς διδασκάλων της Θεσσαλονίκης. Εις τας επαρχίας η κατάστασις είναι έτι δυσμενεστέρα, καθ' όσον οι διδάσκαλοι στερούνται και των στοιχειωδών μέσων. Πρέπει επί τέλους να ληφθή πρόνοια. [8,416,194,491]
prize-amount: 3.000 [745,225,768,235]
news-text: Το πτώμα μετεφέρθη εις το νεκροτομείον δια την διαπίστωσιν των αιτίων του θανάτου. Ο ιατροδικαστής θα προβή εις νεκροψίαν. Η ταυτότης του θύματος δεν έχει εισέτι εξακριβωθή. [204,627,380,680]
currency-rate: 207,50—209,00 [1052,1107,1110,1117]
divider [909,1268,1139,1269]
divider [204,1431,380,1432]
ticket-number: 15688 [555,208,578,218]
ticket-number: 95283 [1054,322,1077,332]
news-headline: Ο ΕΡΑΝΟΣ ΤΗΣ ΠΑΓΚΟΣΜΙΟΥ ΗΜΕΡΑΣ ΤΟΥ ΠΑΙΔΙΟΥ [208,1156,376,1185]
ticket-number: 70368 [924,234,948,244]
prize-amount: 5.000 [625,190,649,200]
news-text: — Οι καπνεργάται της Θεσσαλονίκης ζητούν την εφαρμογήν της συλλογικής συμβάσεως. — Η Ομοσπονδία Οικοδόμων ανακοινοί την πραγματοποίησιν συγκεντρώσεως. — Το Εργατικόν Κέντρον εξέδωσε ανακοίνωσιν δια την ανεργίαν. — Οι υπάλληλοι του εμπορίου ζητούν την τήρησιν του ωραρίου. — Η Γενική Συνομοσπονδία Εργατών διαμαρτύρεται δια την καθυστέρησιν των συντάξεων. — Εις το υπουργείον Εργασίας συνήλθε σύσκεψις. [564,1248,895,1323]
news-text: Θα παραστούν αι αρχαί του νομού και αντιπροσωπείαι των σωματείων της πόλεως. [1190,1917,1370,1949]
prize-amount: 3.000 [496,357,518,366]
news-text: Η επιτροπή απαρτίζεται από τον Πρόεδρον της Κοινότητος, τον Αγρονόμον και αντιπροσώπους των συνεταιρισμών. Αι εργασίαι της θα αρχίσουν αμέσως. [1000,1848,1180,1890]
news-body: ΑΘΗΝΑΙ, 16.— Εν όψει της συγκλήσεως της Ιεραρχίας της Εκκλησίας της Ελλάδος, κατά την οποίαν θα εξετασθούν σοβαρά ζητήματα, πολλοί εκ των νέων ιεραρχών εκδηλώνουν την πρόθεσιν να αγωνισθούν δια την εξασφάλισιν του κύρους της Ιεραρχίας. [1149,115,1349,178]
